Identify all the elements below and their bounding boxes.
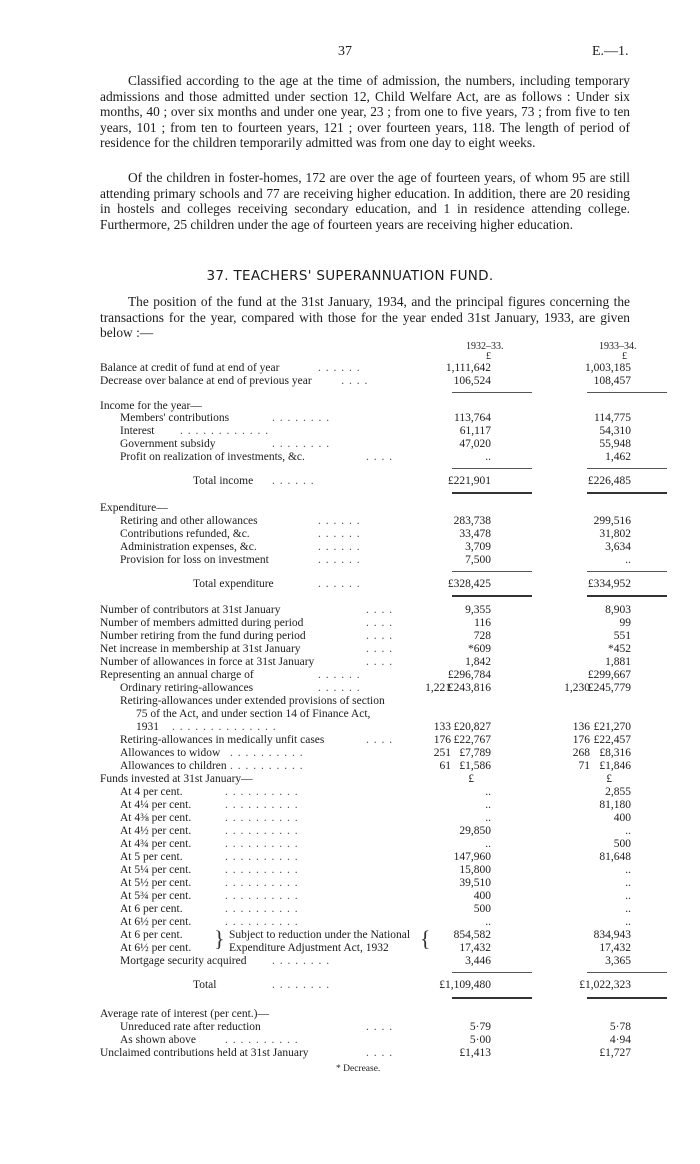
value-1932-33: .. (485, 812, 491, 824)
value-1932-33: 17,432 (459, 942, 491, 954)
value-1933-34: .. (625, 916, 631, 928)
subject-note-line2: Expenditure Adjustment Act, 1932 (229, 942, 389, 954)
leader-dots: . . . . . . . . . . (230, 747, 304, 759)
row-label: Retiring and other allowances (120, 515, 258, 527)
leader-dots: . . . . (318, 375, 369, 387)
row-label: Mortgage security acquired (120, 955, 247, 967)
value-1933-34: £334,952 (587, 578, 631, 590)
value-1933-34: .. (625, 877, 631, 889)
value-1932-33: £221,901 (447, 475, 491, 487)
table-row (0, 450, 700, 465)
count-1932-33: 176 (433, 734, 451, 746)
row-label: Total (193, 979, 217, 991)
leader-dots: . . . . (366, 630, 394, 642)
leader-dots: . . . . . . . . . . (225, 851, 299, 863)
total-income-row (0, 474, 700, 489)
value-1932-33: 29,850 (459, 825, 491, 837)
row-label: At 4 per cent. (120, 786, 183, 798)
value-1932-33: £20,827 (453, 721, 491, 733)
leader-dots: . . . . . . . . (272, 438, 331, 450)
count-1932-33: 61 (439, 760, 451, 772)
divider (587, 468, 667, 469)
leader-dots: . . . . (366, 643, 394, 655)
value-1933-34: £1,727 (599, 1047, 631, 1059)
value-1933-34: 4·94 (609, 1034, 631, 1046)
value-1932-33: .. (485, 786, 491, 798)
value-1933-34: 114,775 (594, 412, 631, 424)
value-1932-33: 61,117 (459, 425, 491, 437)
heading-label: Average rate of interest (per cent.)— (100, 1008, 270, 1020)
value-1933-34: 81,180 (599, 799, 631, 811)
leader-dots: . . . . . . (272, 475, 315, 487)
row-label: Unclaimed contributions held at 31st January (100, 1047, 309, 1059)
value-1933-34: 551 (613, 630, 631, 642)
value-1933-34: 99 (619, 617, 631, 629)
row-label: At 6½ per cent. (120, 942, 192, 954)
divider (452, 972, 532, 973)
row-label: Interest (120, 425, 155, 437)
value-1933-34: 1,462 (605, 451, 631, 463)
count-1933-34: 176 (572, 734, 590, 746)
column-header-1932-33: 1932–33. (466, 341, 504, 352)
value-1932-33: £22,767 (453, 734, 491, 746)
value-1932-33: 5·00 (469, 1034, 491, 1046)
value-1932-33: .. (485, 916, 491, 928)
value-1932-33: 3,446 (465, 955, 491, 967)
leader-dots: . . . . (366, 1047, 394, 1059)
value-1933-34: 299,516 (593, 515, 631, 527)
value-1932-33: 3,709 (465, 541, 491, 553)
funds-total-row (0, 978, 700, 993)
row-label: At 4½ per cent. (120, 825, 192, 837)
value-1933-34: .. (625, 890, 631, 902)
value-1933-34: .. (625, 903, 631, 915)
leader-dots: . . . . . . . . . . (225, 838, 299, 850)
value-1933-34: 108,457 (593, 375, 631, 387)
row-label: Decrease over balance at end of previous year (100, 375, 312, 387)
value-1933-34: 3,365 (605, 955, 631, 967)
leader-dots: . . . . . . . . . . . . . . (172, 721, 277, 733)
leader-dots: . . . . . . (318, 554, 361, 566)
divider (587, 972, 667, 973)
currency-symbol-col1: £ (468, 773, 474, 785)
value-1933-34: 55,948 (599, 438, 631, 450)
leader-dots: . . . . . . . . . . (230, 760, 304, 772)
value-1933-34: *452 (608, 643, 631, 655)
count-1932-33: 133 (433, 721, 451, 733)
right-brace: { (420, 926, 431, 951)
row-label: Profit on realization of investments, &c. (120, 451, 305, 463)
divider (452, 571, 532, 572)
value-1933-34: .. (625, 864, 631, 876)
leader-dots: . . . . . . (318, 362, 361, 374)
left-brace: } (214, 926, 225, 951)
heading-label: Expenditure— (100, 502, 168, 514)
value-1932-33: £243,816 (447, 682, 491, 694)
row-label: At 4¾ per cent. (120, 838, 192, 850)
value-1932-33: 283,738 (453, 515, 491, 527)
divider (452, 997, 532, 999)
row-label: At 4⅜ per cent. (120, 812, 192, 824)
column-header-1933-34: 1933–34. (599, 341, 637, 352)
section-intro: The position of the fund at the 31st January, 1934, and the principal figures concerning the transactions for the year, compared with those for the year ended 31st January, 1933, are given below :— (100, 294, 630, 341)
row-label: At 6 per cent. (120, 929, 183, 941)
table-row (0, 954, 700, 969)
value-1933-34: £245,779 (587, 682, 631, 694)
value-1933-34: 400 (613, 812, 631, 824)
row-label: Number retiring from the fund during period (100, 630, 306, 642)
leader-dots: . . . . . . . . . . (225, 799, 299, 811)
value-1932-33: 9,355 (465, 604, 491, 616)
value-1932-33: 854,582 (453, 929, 491, 941)
row-label: Allowances to widow (120, 747, 221, 759)
row-label: At 5½ per cent. (120, 877, 192, 889)
currency-symbol-col1: £ (486, 351, 491, 362)
value-1933-34: 5·78 (609, 1021, 631, 1033)
currency-symbol-col2: £ (606, 773, 612, 785)
leader-dots: . . . . (366, 451, 394, 463)
divider (452, 392, 532, 393)
leader-dots: . . . . (366, 734, 394, 746)
value-1933-34: £226,485 (587, 475, 631, 487)
leader-dots: . . . . . . . . . . (225, 1034, 299, 1046)
row-label: Number of contributors at 31st January (100, 604, 281, 616)
section-title: 37. TEACHERS' SUPERANNUATION FUND. (206, 268, 494, 284)
value-1932-33: 500 (473, 903, 491, 915)
total-expenditure-row (0, 577, 700, 592)
value-1933-34: 3,634 (605, 541, 631, 553)
value-1932-33: 47,020 (459, 438, 491, 450)
leader-dots: . . . . . . . . (272, 955, 331, 967)
value-1932-33: .. (485, 451, 491, 463)
leader-dots: . . . . . . . . . . (225, 903, 299, 915)
row-label: Government subsidy (120, 438, 216, 450)
value-1933-34: £8,316 (599, 747, 631, 759)
heading-label: Income for the year— (100, 400, 202, 412)
value-1933-34: £299,667 (587, 669, 631, 681)
leader-dots: . . . . (366, 617, 394, 629)
value-1933-34: 834,943 (593, 929, 631, 941)
value-1933-34: £1,022,323 (579, 979, 631, 991)
value-1932-33: 106,524 (453, 375, 491, 387)
row-label: Representing an annual charge of (100, 669, 254, 681)
value-1932-33: 5·79 (469, 1021, 491, 1033)
value-1932-33: 113,764 (454, 412, 491, 424)
leader-dots: . . . . . . . . (272, 979, 331, 991)
value-1932-33: .. (485, 799, 491, 811)
count-1933-34: 1,230 (564, 682, 590, 694)
count-1933-34: 136 (572, 721, 590, 733)
value-1933-34: 2,855 (605, 786, 631, 798)
value-1932-33: £296,784 (447, 669, 491, 681)
row-label: Contributions refunded, &c. (120, 528, 250, 540)
value-1933-34: 81,648 (599, 851, 631, 863)
count-1932-33: 1,221 (425, 682, 451, 694)
leader-dots: . . . . . . . . . . (225, 890, 299, 902)
divider (452, 595, 532, 597)
subject-note-line1: Subject to reduction under the National (229, 929, 411, 941)
leader-dots: . . . . . . . . . . . . (180, 425, 270, 437)
leader-dots: . . . . . . . . . . (225, 825, 299, 837)
leader-dots: . . . . (366, 1021, 394, 1033)
row-label: Number of members admitted during period (100, 617, 304, 629)
value-1932-33: £328,425 (447, 578, 491, 590)
row-label: Number of allowances in force at 31st January (100, 656, 315, 668)
row-label: At 5¼ per cent. (120, 864, 192, 876)
value-1932-33: 15,800 (459, 864, 491, 876)
row-label: Provision for loss on investment (120, 554, 269, 566)
paragraph-foster-homes: Of the children in foster-homes, 172 are over the age of fourteen years, of whom 95 are still attending primary schools and 77 are receiving higher education. In addition, there are 20 residing in hostels and colleges receiving secondary education, and 1 in residence attending college. Furthermore, 25 children under the age of fourteen years are receiving higher education. (100, 170, 630, 232)
footnote: * Decrease. (336, 1064, 381, 1074)
value-1932-33: £1,413 (459, 1047, 491, 1059)
heading-label: Funds invested at 31st January— (100, 773, 253, 785)
divider (587, 571, 667, 572)
row-label: Unreduced rate after reduction (120, 1021, 261, 1033)
leader-dots: . . . . . . (318, 541, 361, 553)
divider (587, 492, 667, 494)
value-1933-34: .. (625, 554, 631, 566)
value-1932-33: £1,109,480 (439, 979, 491, 991)
count-1933-34: 268 (572, 747, 590, 759)
value-1933-34: £22,457 (593, 734, 631, 746)
value-1932-33: 728 (473, 630, 491, 642)
count-1933-34: 71 (578, 760, 590, 772)
leader-dots: . . . . . . . . . . (225, 877, 299, 889)
leader-dots: . . . . . . . . . . (225, 812, 299, 824)
value-1932-33: £1,586 (459, 760, 491, 772)
value-1932-33: 116 (474, 617, 491, 629)
table-row (0, 374, 700, 389)
row-label: At 6 per cent. (120, 903, 183, 915)
divider (452, 492, 532, 494)
row-label: Total expenditure (193, 578, 274, 590)
row-label: 75 of the Act, and under section 14 of Finance Act, (136, 708, 371, 720)
paragraph-admissions: Classified according to the age at the time of admission, the numbers, including temporary admissions and those admitted under section 12, Child Welfare Act, are as follows : Under six months, 40 ; over six months and under one year, 23 ; from one to five years, 73 ; from five to ten years, 101 ; from ten to fourteen years, 121 ; over fourteen years, 118. The length of period of residence for the children temporarily admitted was from one day to eight weeks. (100, 73, 630, 151)
value-1933-34: 31,802 (599, 528, 631, 540)
value-1933-34: 8,903 (605, 604, 631, 616)
divider (587, 392, 667, 393)
row-label: Administration expenses, &c. (120, 541, 257, 553)
leader-dots: . . . . . . (318, 669, 361, 681)
row-label: 1931 (136, 721, 159, 733)
leader-dots: . . . . . . . . (272, 412, 331, 424)
leader-dots: . . . . . . (318, 528, 361, 540)
row-label: At 4¼ per cent. (120, 799, 192, 811)
value-1933-34: .. (625, 825, 631, 837)
row-label: Members' contributions (120, 412, 230, 424)
currency-symbol-col2: £ (622, 351, 627, 362)
value-1932-33: 1,842 (465, 656, 491, 668)
leader-dots: . . . . . . (318, 682, 361, 694)
leader-dots: . . . . (366, 604, 394, 616)
divider (452, 468, 532, 469)
value-1933-34: 1,881 (605, 656, 631, 668)
value-1932-33: 39,510 (459, 877, 491, 889)
value-1932-33: 147,960 (453, 851, 491, 863)
divider (587, 595, 667, 597)
row-label: Total income (193, 475, 254, 487)
row-label: Net increase in membership at 31st January (100, 643, 301, 655)
value-1933-34: 17,432 (599, 942, 631, 954)
value-1932-33: *609 (468, 643, 491, 655)
value-1933-34: 500 (613, 838, 631, 850)
row-label: As shown above (120, 1034, 197, 1046)
value-1933-34: 1,003,185 (585, 362, 631, 374)
value-1933-34: £1,846 (599, 760, 631, 772)
leader-dots: . . . . . . (318, 515, 361, 527)
row-label: At 5 per cent. (120, 851, 183, 863)
value-1932-33: 1,111,642 (445, 362, 491, 374)
leader-dots: . . . . (366, 656, 394, 668)
count-1932-33: 251 (433, 747, 451, 759)
leader-dots: . . . . . . . . . . (225, 864, 299, 876)
leader-dots: . . . . . . (318, 578, 361, 590)
value-1932-33: 33,478 (459, 528, 491, 540)
table-row (0, 553, 700, 568)
value-1932-33: £7,789 (459, 747, 491, 759)
value-1932-33: .. (485, 838, 491, 850)
row-label: At 5¾ per cent. (120, 890, 192, 902)
value-1932-33: 7,500 (465, 554, 491, 566)
leader-dots: . . . . . . . . . . (225, 786, 299, 798)
row-label: Retiring-allowances in medically unfit cases (120, 734, 325, 746)
value-1933-34: £21,270 (593, 721, 631, 733)
page-number: 37 (338, 44, 352, 59)
row-label: Balance at credit of fund at end of year (100, 362, 280, 374)
leader-dots: . . . . . . . . . . (225, 916, 299, 928)
row-label: Ordinary retiring-allowances (120, 682, 254, 694)
table-row (0, 1046, 700, 1061)
divider (587, 997, 667, 999)
page-reference: E.—1. (592, 44, 629, 59)
value-1933-34: 54,310 (599, 425, 631, 437)
value-1932-33: 400 (473, 890, 491, 902)
row-label: At 6½ per cent. (120, 916, 192, 928)
row-label: Retiring-allowances under extended provisions of section (120, 695, 385, 707)
row-label: Allowances to children (120, 760, 227, 772)
